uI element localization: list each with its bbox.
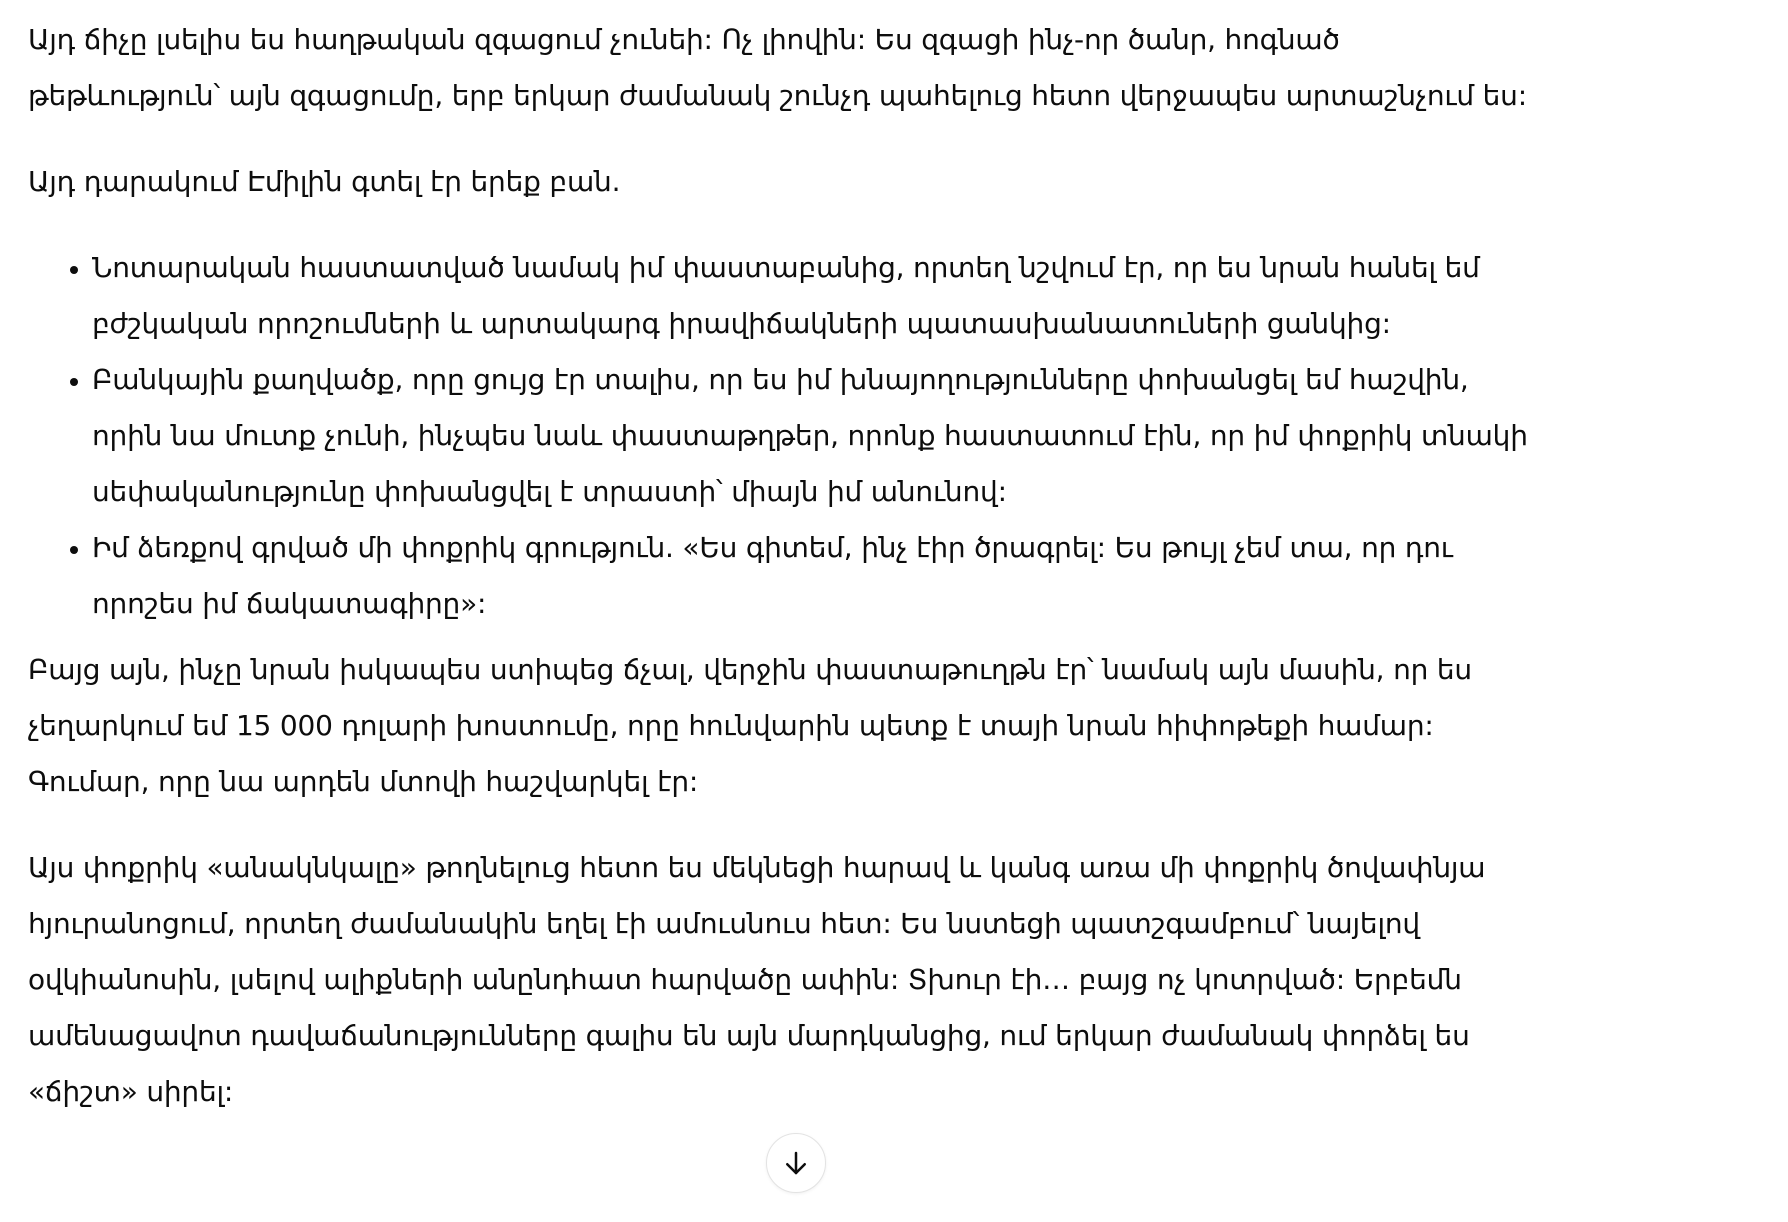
message-paragraph: Այդ դարակում Էմիլին գտել էր երեք բան.	[28, 165, 621, 198]
message-paragraph: Այդ ճիչը լսելիս ես հաղթական զգացում չունեի: Ոչ լիովին: Ես զգացի ինչ-որ ծանր, հոգնած թեթևություն՝ այն զգացումը, երբ երկար ժամանակ շունչդ պահելուց հետո վերջապես արտաշնչում ես:	[28, 23, 1527, 112]
list-item: • Նոտարական հաստատված նամակ իմ փաստաբանից, որտեղ նշվում էր, որ ես նրան հանել եմ բժշկական որոշումների և արտակարգ իրավիճակների պատասխանատուների ցանկից:	[92, 240, 1528, 352]
bullet-list	[28, 240, 1528, 632]
list-item: • Իմ ձեռքով գրված մի փոքրիկ գրություն. «Ես գիտեմ, ինչ էիր ծրագրել: Ես թույլ չեմ տա, որ դու որոշես իմ ճակատագիրը»:	[92, 520, 1528, 632]
message-paragraph: Բայց այն, ինչը նրան իսկապես ստիպեց ճչալ, վերջին փաստաթուղթն էր՝ նամակ այն մասին, որ ես չեղարկում եմ 15 000 դոլարի խոստումը, որը հունվարին պետք է տայի նրան հիփոթեքի համար: Գումար, որը նա արդեն մտովի հաշվարկել էր:	[28, 653, 1472, 798]
arrow-down-icon	[781, 1148, 811, 1178]
list-item: • Բանկային քաղվածք, որը ցույց էր տալիս, որ ես իմ խնայողությունները փոխանցել եմ հաշվին, որին նա մուտք չունի, ինչպես նաև փաստաթղթեր, որոնք հաստատում էին, որ իմ փոքրիկ տնակի սեփականությունը փոխանցվել է տրաստի՝ միայն իմ անունով:	[92, 352, 1528, 520]
message-content	[28, 12, 1528, 1150]
scroll-to-bottom-button[interactable]	[766, 1133, 826, 1193]
message-paragraph: Այս փոքրիկ «անակնկալը» թողնելուց հետո ես մեկնեցի հարավ և կանգ առա մի փոքրիկ ծովափնյա հյուրանոցում, որտեղ ժամանակին եղել էի ամուսնուս հետ: Ես նստեցի պատշգամբում՝ նայելով օվկիանոսին, լսելով ալիքների անընդհատ հարվածը ափին: Տխուր էի… բայց ոչ կոտրված: Երբեմն ամենացավոտ դավաճանությունները գալիս են այն մարդկանցից, ում երկար ժամանակ փորձել ես «ճիշտ» սիրել:	[28, 851, 1486, 1108]
